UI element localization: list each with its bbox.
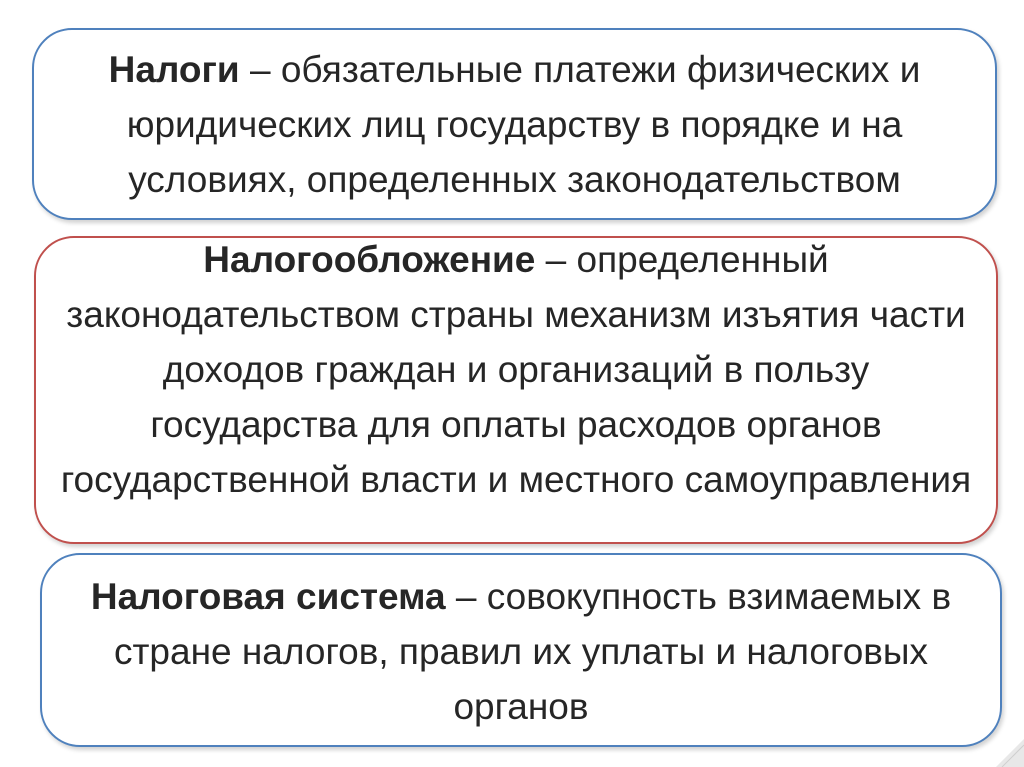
definition-term: Налогообложение (203, 239, 536, 280)
definition-body: определенный законодательством страны механизм изъятия части доходов граждан и организаций в пользу государства для оплаты расходов органов государственной власти и местного самоуправления (60, 239, 972, 500)
page-curl-icon (996, 739, 1024, 767)
definition-term: Налоги (108, 48, 240, 90)
definition-separator: – (239, 48, 281, 90)
definition-body: обязательные платежи физических и юридических лиц государству в порядке и на условиях, определенных законодательством (126, 48, 921, 200)
definition-separator: – (535, 239, 577, 280)
definition-term: Налоговая система (90, 576, 446, 617)
definition-text (60, 232, 972, 507)
definition-card-taxation (34, 236, 998, 544)
definition-card-taxes (32, 28, 997, 220)
definition-body: совокупность взимаемых в стране налогов, правил их уплаты и налоговых органов (113, 576, 952, 727)
definition-text (66, 569, 976, 734)
definition-card-tax-system (40, 553, 1002, 747)
definition-separator: – (445, 576, 487, 617)
definition-text (58, 42, 971, 207)
